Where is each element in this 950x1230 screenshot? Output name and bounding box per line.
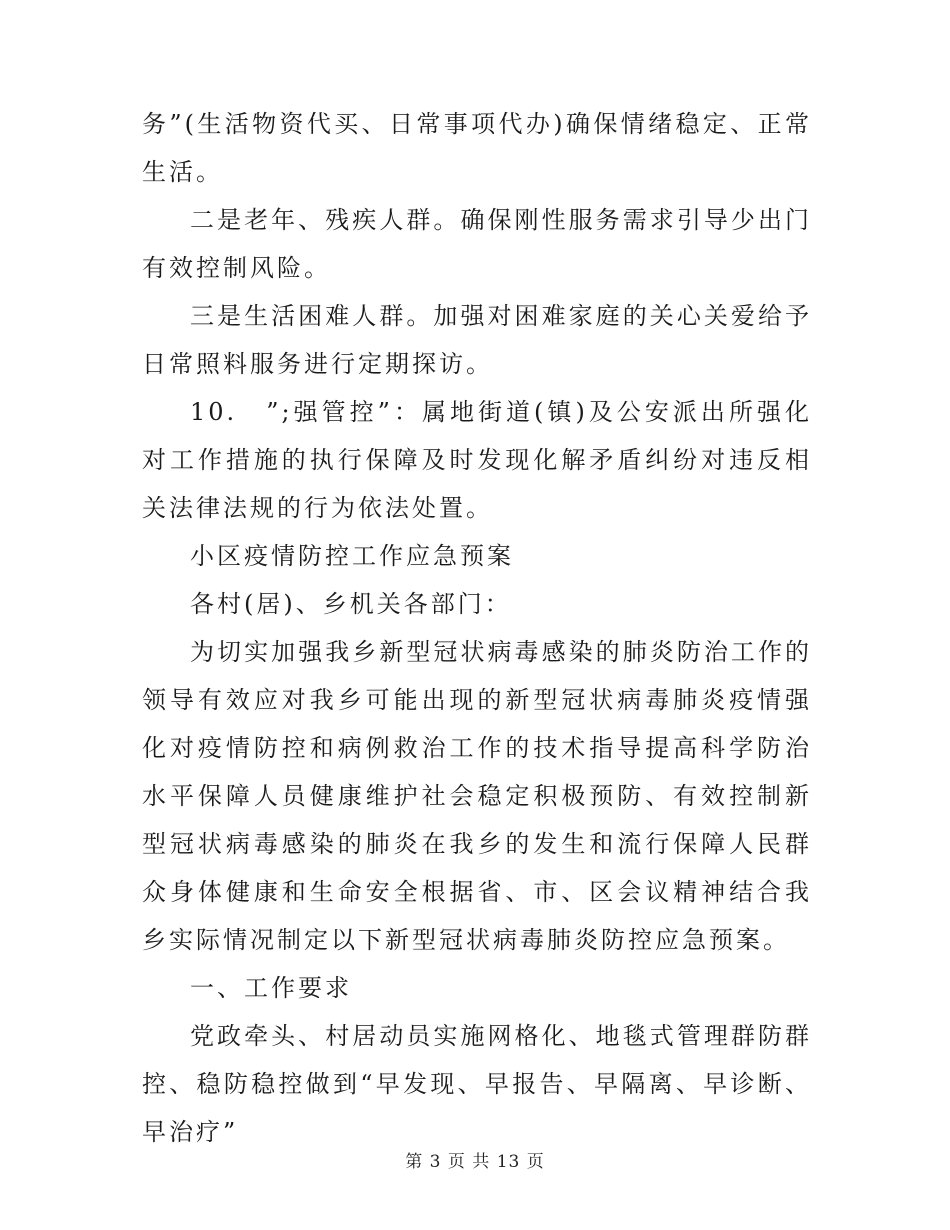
paragraph-hardship-groups: 三是生活困难人群。加强对困难家庭的关心关爱给予日常照料服务进行定期探访。 <box>142 302 812 378</box>
paragraph-preamble: 为切实加强我乡新型冠状病毒感染的肺炎防治工作的领导有效应对我乡可能出现的新型冠状病毒肺炎疫情强化对疫情防控和病例救治工作的技术指导提高科学防治水平保障人员健康维护社会稳定积极预防、有效控制新型冠状病毒感染的肺炎在我乡的发生和流行保障人民群众身体健康和生命安全根据省、市、区会议精神结合我乡实际情况制定以下新型冠状病毒肺炎防控应急预案。 <box>142 638 812 954</box>
document-body <box>142 100 812 1156</box>
paragraph-continuation: 务”(生活物资代买、日常事项代办)确保情绪稳定、正常生活。 <box>142 110 812 186</box>
paragraph-elderly-disabled: 二是老年、残疾人群。确保刚性服务需求引导少出门有效控制风险。 <box>142 206 812 282</box>
salutation: 各村(居)、乡机关各部门： <box>190 590 512 618</box>
heading-work-requirements: 一、工作要求 <box>190 974 352 1002</box>
paragraph-strengthen-control: 10. ”;强管控”：属地街道(镇)及公安派出所强化对工作措施的执行保障及时发现化解矛盾纠纷对违反相关法律法规的行为依法处置。 <box>142 398 812 522</box>
paragraph-requirements: 党政牵头、村居动员实施网格化、地毯式管理群防群控、稳防稳控做到“早发现、早报告、早隔离、早诊断、早治疗” <box>142 1022 812 1146</box>
page-number-footer: 第 3 页 共 13 页 <box>405 1152 545 1172</box>
section-title: 小区疫情防控工作应急预案 <box>190 542 514 570</box>
